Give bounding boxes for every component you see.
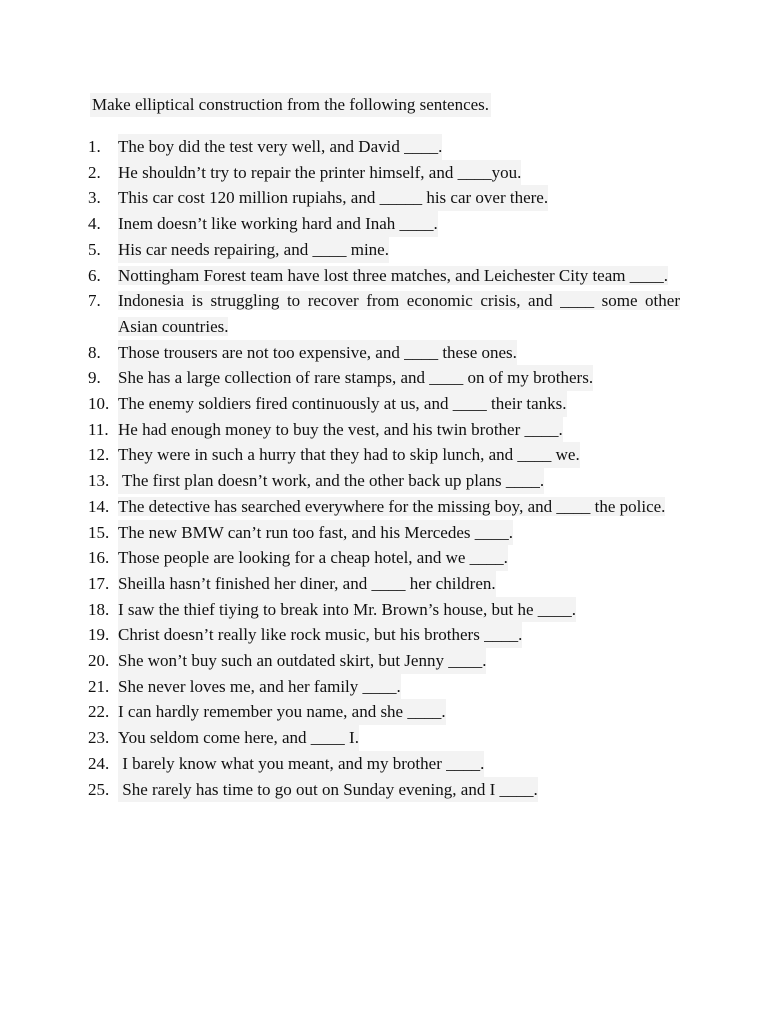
list-item (88, 725, 680, 751)
list-item (88, 494, 680, 520)
item-number: 3. (88, 188, 101, 208)
item-text: I saw the thief tiying to break into Mr. Brown’s house, but he ____. (118, 597, 576, 623)
item-number: 24. (88, 753, 110, 773)
list-item (88, 674, 680, 700)
item-number: 21. (88, 676, 110, 696)
item-text: He had enough money to buy the vest, and his twin brother ____. (118, 417, 563, 443)
list-item (88, 699, 680, 725)
instruction-heading: Make elliptical construction from the following sentences. (90, 93, 491, 117)
item-number: 23. (88, 728, 110, 748)
item-number: 12. (88, 445, 110, 465)
item-text-inner: The detective has searched everywhere for the missing boy, and ____ the police. (118, 496, 666, 516)
list-item (88, 442, 680, 468)
list-item (88, 365, 680, 391)
list-item (88, 340, 680, 366)
item-text-inner: Nottingham Forest team have lost three matches, and Leichester City team ____. (118, 265, 668, 285)
item-text: You seldom come here, and ____ I. (118, 725, 359, 751)
list-item (88, 391, 680, 417)
item-number: 11. (88, 419, 109, 439)
item-text: He shouldn’t try to repair the printer himself, and ____you. (118, 160, 521, 186)
item-text (118, 288, 680, 339)
item-number: 17. (88, 573, 110, 593)
item-number: 22. (88, 702, 110, 722)
sentence-list (88, 134, 680, 802)
item-text: Those trousers are not too expensive, and ____ these ones. (118, 340, 517, 366)
item-text: She never loves me, and her family ____. (118, 674, 401, 700)
list-item (88, 520, 680, 546)
item-text: She rarely has time to go out on Sunday evening, and I ____. (118, 777, 538, 803)
list-item (88, 468, 680, 494)
item-text: Inem doesn’t like working hard and Inah ____. (118, 211, 438, 237)
item-number: 25. (88, 779, 110, 799)
item-number: 2. (88, 162, 101, 182)
list-item (88, 571, 680, 597)
item-number: 16. (88, 548, 110, 568)
item-text: I can hardly remember you name, and she ____. (118, 699, 446, 725)
item-text: The boy did the test very well, and David ____. (118, 134, 442, 160)
list-item (88, 777, 680, 803)
item-number: 6. (88, 265, 101, 285)
item-number: 20. (88, 651, 110, 671)
list-item (88, 417, 680, 443)
item-number: 14. (88, 496, 110, 516)
item-number: 18. (88, 599, 110, 619)
item-text: The enemy soldiers fired continuously at us, and ____ their tanks. (118, 391, 567, 417)
item-number: 9. (88, 368, 101, 388)
item-text: She has a large collection of rare stamps, and ____ on of my brothers. (118, 365, 593, 391)
item-text: His car needs repairing, and ____ mine. (118, 237, 389, 263)
list-item (88, 545, 680, 571)
list-item (88, 597, 680, 623)
list-item (88, 237, 680, 263)
item-text (118, 494, 680, 520)
item-number: 10. (88, 394, 110, 414)
item-number: 4. (88, 214, 101, 234)
item-text: Those people are looking for a cheap hotel, and we ____. (118, 545, 508, 571)
item-number: 19. (88, 625, 110, 645)
list-item (88, 751, 680, 777)
item-text (118, 263, 680, 289)
item-number: 1. (88, 137, 101, 156)
item-text: Christ doesn’t really like rock music, but his brothers ____. (118, 622, 522, 648)
item-text: This car cost 120 million rupiahs, and _____ his car over there. (118, 185, 548, 211)
item-number: 15. (88, 522, 110, 542)
item-number: 8. (88, 342, 101, 362)
list-item (88, 134, 680, 160)
item-text: They were in such a hurry that they had to skip lunch, and ____ we. (118, 442, 580, 468)
list-item (88, 211, 680, 237)
item-text: The new BMW can’t run too fast, and his Mercedes ____. (118, 520, 513, 546)
item-number: 5. (88, 239, 101, 259)
list-item (88, 288, 680, 339)
list-item (88, 622, 680, 648)
list-item (88, 263, 680, 289)
list-item (88, 648, 680, 674)
list-item (88, 160, 680, 186)
item-text: She won’t buy such an outdated skirt, but Jenny ____. (118, 648, 486, 674)
item-number: 7. (88, 291, 101, 311)
item-text-inner: Indonesia is struggling to recover from economic crisis, and ____ some other Asian countries. (118, 291, 680, 336)
item-text: Sheilla hasn’t finished her diner, and ____ her children. (118, 571, 496, 597)
list-item (88, 185, 680, 211)
item-number: 13. (88, 471, 110, 491)
item-text: I barely know what you meant, and my brother ____. (118, 751, 484, 777)
item-text: The first plan doesn’t work, and the other back up plans ____. (118, 468, 544, 494)
